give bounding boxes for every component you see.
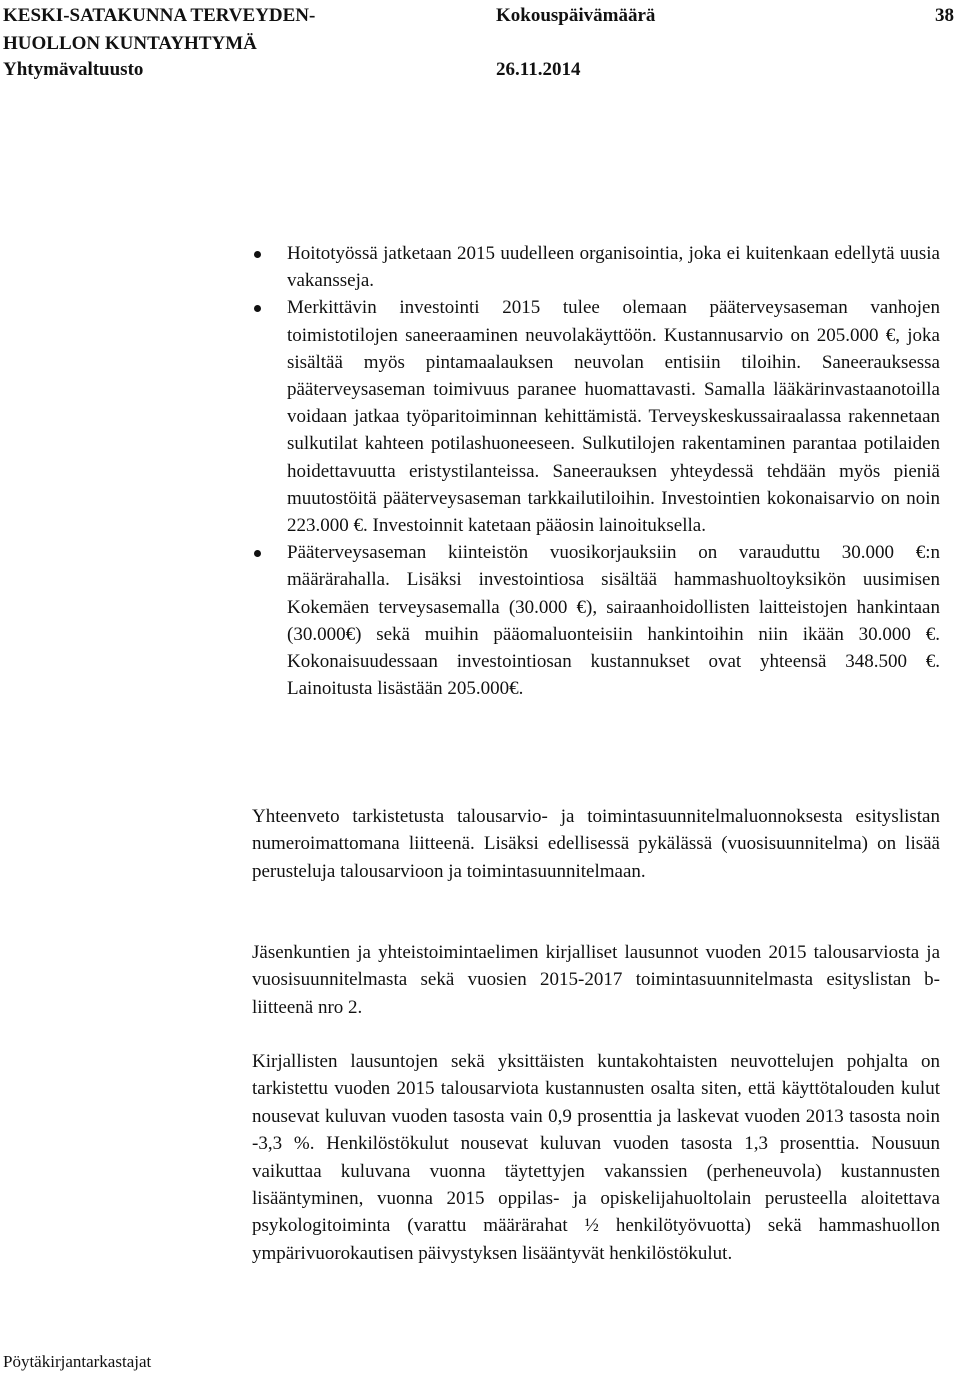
footer-minutes-checkers: Pöytäkirjantarkastajat — [3, 1352, 152, 1371]
bullet-text: Hoitotyössä jatketaan 2015 uudelleen organisointia, joka ei kuitenkaan edellytä uusia vakansseja. — [287, 243, 940, 292]
bullet-list — [252, 240, 940, 702]
bullet-icon — [254, 305, 261, 312]
bullet-icon — [254, 251, 261, 258]
header-organization-line1: KESKI-SATAKUNNA TERVEYDEN- — [3, 5, 316, 26]
header-date-label: Kokouspäivämäärä — [496, 5, 656, 26]
paragraph-statements: Jäsenkuntien ja yhteistoimintaelimen kirjalliset lausunnot vuoden 2015 talousarviosta ja vuosisuunnitelmasta sekä vuosien 2015-2017 toimintasuunnitelmasta esityslistan b-liitteenä nro 2. — [252, 942, 940, 1018]
paragraph-negotiations: Kirjallisten lausuntojen sekä yksittäisten kuntakohtaisten neuvottelujen pohjalta on tarkistettu vuoden 2015 talousarviota kustannusten osalta siten, että käyttötalouden kulut nousevat kuluvan vuoden tasosta vain 0,9 prosenttia ja laskevat vuoden 2013 tasosta noin -3,3 %. Henkilöstökulut nousevat kuluvan vuoden tasosta 1,3 prosenttia. Nousuun vaikuttaa kuluvana vuonna täytettyjen vakanssien (perheneuvola) kustannusten lisääntyminen, vuonna 2015 oppilas- ja opiskelijahuoltolain perusteella aloitettava psykologitoiminta (varattu määrärahat ½ henkilötyövuotta) sekä hammashuollon ympärivuorokautisen päivystyksen lisääntyvät henkilöstökulut. — [252, 1051, 940, 1264]
bullet-item — [252, 240, 940, 294]
header-date: 26.11.2014 — [496, 59, 581, 80]
paragraph-summary: Yhteenveto tarkistetusta talousarvio- ja toimintasuunnitelmaluonnoksesta esityslistan numeroimattomana liitteenä. Lisäksi edellisessä pykälässä (vuosisuunnitelma) on lisää perusteluja talousarvioon ja toimintasuunnitelmaan. — [252, 806, 940, 882]
bullet-icon — [254, 550, 261, 557]
page-number: 38 — [935, 5, 954, 26]
bullet-text: Merkittävin investointi 2015 tulee olemaan pääterveysaseman vanhojen toimistotilojen saneeraaminen neuvolakäyttöön. Kustannusarvio on 205.000 €, joka sisältää myös pintamaalauksen neuvolan entisiin tiloihin. Saneerauksessa pääterveysaseman toimivuus paranee huomattavasti. Samalla lääkärinvastaanotoilla voidaan jatkaa työparitoiminnan kehittämistä. Terveyskeskussairaalassa rakennetaan sulkutilat kahteen potilashuoneeseen. Sulkutilojen rakentaminen parantaa potilaiden hoidettavuutta eristystilanteissa. Saneerauksen yhteydessä tehdään myös pieniä muutostöitä pääterveysaseman tarkkailutiloihin. Investointien kokonaisarvio on noin 223.000 €. Investoinnit katetaan pääosin lainoituksella. — [287, 297, 940, 537]
bullet-item — [252, 294, 940, 539]
bullet-item — [252, 539, 940, 702]
bullet-text: Pääterveysaseman kiinteistön vuosikorjauksiin on varauduttu 30.000 €:n määrärahalla. Lisäksi investointiosa sisältää hammashuoltoyksikön uusimisen Kokemäen terveysasemalla (30.000 €), sairaanhoidollisten laitteistojen hankintaan (30.000€) sekä muihin pääomaluonteisiin hankintoihin niin ikään 30.000 €. Kokonaisuudessaan investointiosan kustannukset ovat yhteensä 348.500 €. Lainoitusta lisästään 205.000€. — [287, 542, 940, 700]
header-body-name: Yhtymävaltuusto — [3, 59, 144, 80]
header-organization-line2: HUOLLON KUNTAYHTYMÄ — [3, 33, 257, 54]
